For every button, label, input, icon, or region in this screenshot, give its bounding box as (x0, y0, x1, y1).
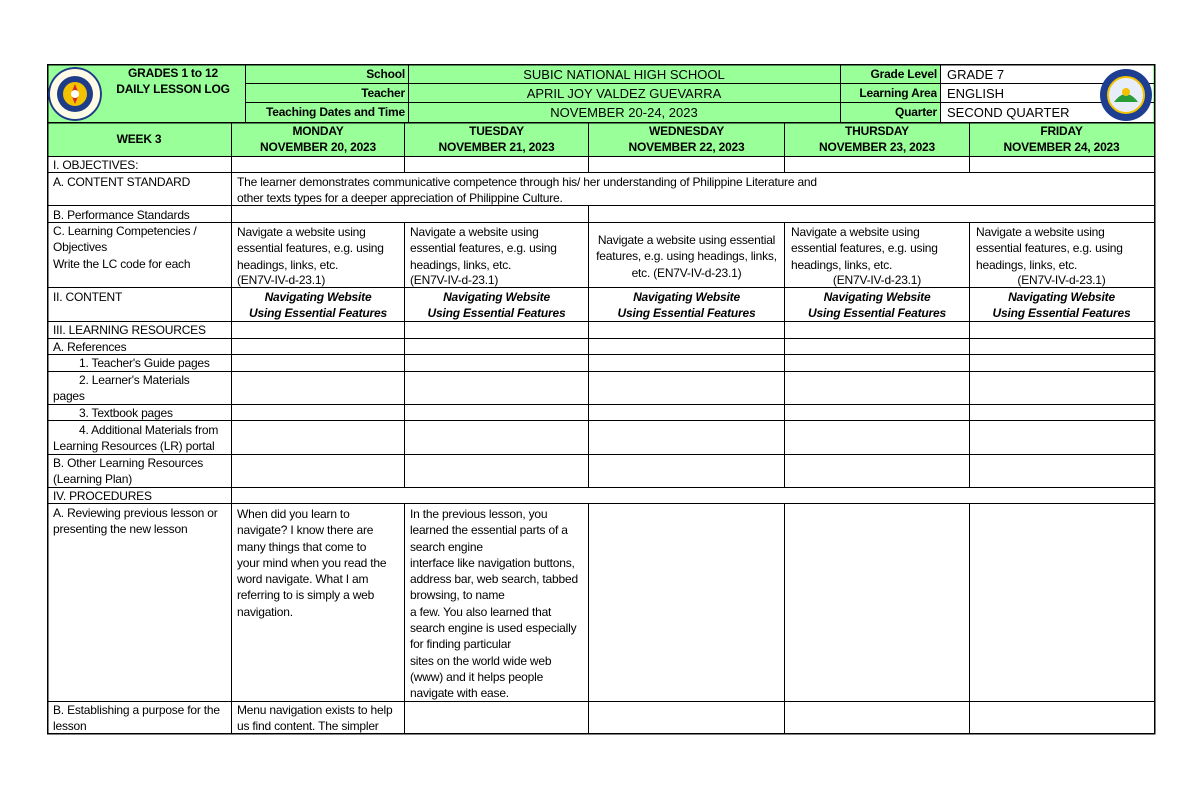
day-friday-name: FRIDAY (1040, 124, 1083, 138)
school-seal-logo-icon (1099, 68, 1153, 122)
grade-level-label: Grade Level (870, 67, 937, 81)
reviewing-monday-text: When did you learn to navigate? I know there are many things that come to your mind when you read the word navigate. What I am referring to is simply a web navigation. (237, 507, 387, 619)
day-monday-date: NOVEMBER 20, 2023 (260, 140, 376, 154)
content-topic-friday-line1: Navigating Website (1008, 290, 1115, 304)
content-topic-wednesday-line2: Using Essential Features (617, 306, 756, 320)
row-learners-materials-label: 2. Learner's Materials pages (53, 373, 190, 404)
competency-wednesday: Navigate a website using essential features, e.g. using headings, links, etc. (EN7V-IV-d-23.1) (596, 233, 777, 280)
content-topic-monday-line1: Navigating Website (264, 290, 372, 304)
school-value: SUBIC NATIONAL HIGH SCHOOL (523, 67, 725, 82)
learning-area-value: ENGLISH (947, 86, 1005, 101)
row-performance-standards-label: B. Performance Standards (53, 208, 190, 222)
competency-monday: Navigate a website using essential features, e.g. using headings, links, etc. (237, 225, 384, 272)
row-purpose-label: B. Establishing a purpose for the lesson (53, 703, 220, 734)
content-topic-monday-line2: Using Essential Features (249, 306, 387, 320)
content-topic-friday-line2: Using Essential Features (992, 306, 1131, 320)
row-learning-resources-label: III. LEARNING RESOURCES (53, 323, 206, 337)
row-content-label: II. CONTENT (53, 290, 123, 304)
row-reviewing-label: A. Reviewing previous lesson or presenting the new lesson (53, 506, 218, 537)
reviewing-tuesday-text: In the previous lesson, you learned the essential parts of a search engine interface like navigation buttons, address bar, web search, tabbed browsing, to name a few. You also learned that search engine is used especially for finding particular sites on the world wide web (www) and it helps people navigate with ease. (410, 507, 578, 701)
day-thursday-date: NOVEMBER 23, 2023 (819, 140, 935, 154)
competency-friday: Navigate a website using essential features, e.g. using headings, links, etc. (976, 225, 1123, 272)
row-textbook-label: 3. Textbook pages (79, 406, 173, 420)
day-tuesday-date: NOVEMBER 21, 2023 (438, 140, 555, 154)
grade-level-value: GRADE 7 (947, 67, 1005, 82)
purpose-monday-text: Menu navigation exists to help us find content. The simpler (237, 703, 393, 734)
content-topic-tuesday-line2: Using Essential Features (427, 306, 566, 320)
day-monday-name: MONDAY (292, 124, 344, 138)
content-topic-tuesday-line1: Navigating Website (443, 290, 550, 304)
dll-title-line2: DAILY LESSON LOG (116, 82, 230, 96)
competency-thursday: Navigate a website using essential features, e.g. using headings, links, etc. (791, 225, 938, 272)
content-topic-thursday-line1: Navigating Website (823, 290, 931, 304)
day-tuesday-name: TUESDAY (469, 124, 524, 138)
week-label: WEEK 3 (116, 132, 162, 146)
deped-seal-logo-icon (48, 67, 102, 121)
learning-area-label: Learning Area (859, 86, 937, 100)
competency-code-tuesday: (EN7V-IV-d-23.1) (410, 273, 499, 287)
row-references-label: A. References (53, 340, 127, 354)
row-other-resources-label: B. Other Learning Resources (Learning Plan) (53, 456, 204, 487)
school-label: School (366, 67, 405, 81)
row-content-standard-label: A. CONTENT STANDARD (53, 175, 191, 189)
competency-code-thursday: (EN7V-IV-d-23.1) (832, 273, 922, 287)
row-teachers-guide-label: 1. Teacher's Guide pages (79, 356, 210, 370)
day-wednesday-date: NOVEMBER 22, 2023 (628, 140, 745, 154)
row-competencies-label: C. Learning Competencies / Objectives Write the LC code for each (53, 224, 197, 271)
content-standard-text: The learner demonstrates communicative competence through his/ her understanding of Philippine Literature and other texts types for a deeper appreciation of Philippine Culture. (237, 175, 817, 206)
day-wednesday-name: WEDNESDAY (648, 124, 725, 138)
row-procedures-label: IV. PROCEDURES (53, 489, 152, 503)
content-topic-wednesday-line1: Navigating Website (633, 290, 740, 304)
row-additional-materials-label: 4. Additional Materials from Learning Resources (LR) portal (53, 423, 219, 454)
quarter-value: SECOND QUARTER (947, 105, 1070, 120)
competency-tuesday: Navigate a website using essential features, e.g. using headings, links, etc. (410, 225, 557, 272)
quarter-label: Quarter (895, 105, 937, 119)
day-friday-date: NOVEMBER 24, 2023 (1003, 140, 1120, 154)
content-topic-thursday-line2: Using Essential Features (808, 306, 946, 320)
competency-code-friday: (EN7V-IV-d-23.1) (1017, 273, 1106, 287)
day-thursday-name: THURSDAY (845, 124, 909, 138)
teacher-value: APRIL JOY VALDEZ GUEVARRA (526, 86, 722, 101)
dll-title-line1: GRADES 1 to 12 (128, 66, 218, 80)
row-objectives-label: I. OBJECTIVES: (53, 158, 139, 172)
teacher-label: Teacher (361, 86, 405, 100)
teaching-dates-label: Teaching Dates and Time (266, 105, 405, 119)
teaching-dates-value: NOVEMBER 20-24, 2023 (550, 105, 698, 120)
competency-code-monday: (EN7V-IV-d-23.1) (237, 273, 326, 287)
